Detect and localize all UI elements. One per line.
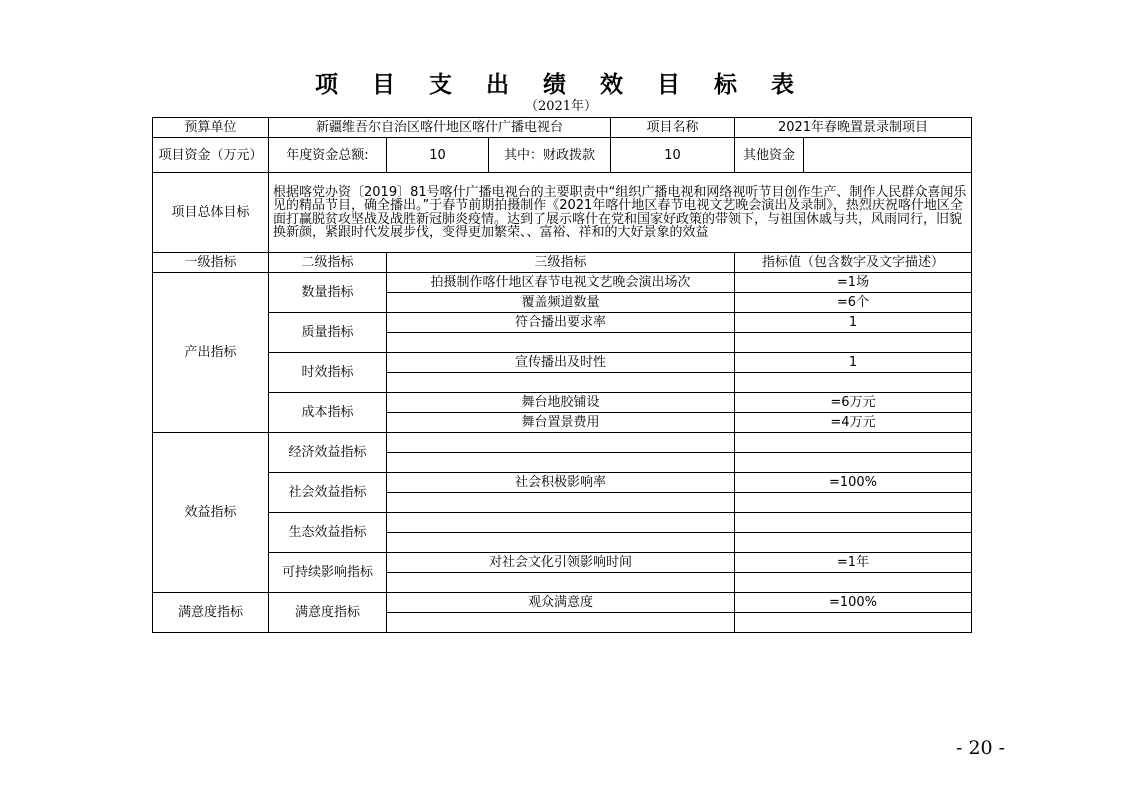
indicator-value <box>735 493 972 513</box>
level3-indicator: 符合播出要求率 <box>387 313 735 333</box>
project-name-value: 2021年春晚置景录制项目 <box>735 118 972 138</box>
goal-text: 根据喀党办资〔2019〕81号喀什广播电视台的主要职责中“组织广播电视和网络视听节目创作生产、制作人民群众喜闻乐见的精品节目，确全播出。”于春节前期拍摄制作《2021年喀什地区春节电视文艺晚会演出及录制》，热烈庆祝喀什地区全面打赢脱贫攻坚战及战胜新冠肺炎疫情。达到了展示喀什在党和国家好政策的带领下，与祖国休戚与共，风雨同行，旧貌换新颜，紧跟时代发展步伐，变得更加繁荣、、富裕、祥和的大好景象的效益 <box>269 173 972 253</box>
level3-indicator <box>387 513 735 533</box>
level3-indicator: 舞台置景费用 <box>387 413 735 433</box>
level2-indicator: 满意度指标 <box>269 593 387 633</box>
indicator-value <box>735 373 972 393</box>
level3-indicator: 对社会文化引领影响时间 <box>387 553 735 573</box>
level2-indicator: 可持续影响指标 <box>269 553 387 593</box>
funds-total-label: 年度资金总额: <box>269 138 387 173</box>
column-header-value: 指标值（包含数字及文字描述） <box>735 253 972 273</box>
funds-fiscal-value: 10 <box>611 138 735 173</box>
indicator-value: 1 <box>735 313 972 333</box>
indicator-value: =4万元 <box>735 413 972 433</box>
indicator-value <box>735 613 972 633</box>
indicator-row <box>153 513 972 533</box>
funds-other-value <box>804 138 972 173</box>
indicator-value: =6个 <box>735 293 972 313</box>
indicator-row <box>153 553 972 573</box>
level3-indicator <box>387 433 735 453</box>
project-name-label: 项目名称 <box>611 118 735 138</box>
page-number: - 20 - <box>956 737 1006 759</box>
level3-indicator: 拍摄制作喀什地区春节电视文艺晚会演出场次 <box>387 273 735 293</box>
level3-indicator <box>387 373 735 393</box>
indicator-value <box>735 533 972 553</box>
level3-indicator: 覆盖频道数量 <box>387 293 735 313</box>
column-header-level2: 二级指标 <box>269 253 387 273</box>
funds-label: 项目资金（万元） <box>153 138 269 173</box>
level2-indicator: 社会效益指标 <box>269 473 387 513</box>
level3-indicator: 宣传播出及时性 <box>387 353 735 373</box>
funds-fiscal-label: 其中：财政拨款 <box>489 138 611 173</box>
indicator-value: =1场 <box>735 273 972 293</box>
indicator-row <box>153 593 972 613</box>
level3-indicator <box>387 333 735 353</box>
level2-indicator: 生态效益指标 <box>269 513 387 553</box>
level2-indicator: 数量指标 <box>269 273 387 313</box>
level2-indicator: 时效指标 <box>269 353 387 393</box>
funds-other-label: 其他资金 <box>735 138 804 173</box>
level3-indicator: 舞台地胶铺设 <box>387 393 735 413</box>
indicator-value <box>735 453 972 473</box>
level2-indicator: 质量指标 <box>269 313 387 353</box>
indicator-value <box>735 433 972 453</box>
performance-target-table <box>152 117 972 633</box>
column-header-level3: 三级指标 <box>387 253 735 273</box>
budget-unit-value: 新疆维吾尔自治区喀什地区喀什广播电视台 <box>269 118 611 138</box>
indicator-row <box>153 313 972 333</box>
indicator-value <box>735 573 972 593</box>
year-subtitle: （2021年） <box>524 99 598 114</box>
level2-indicator: 经济效益指标 <box>269 433 387 473</box>
indicator-value: =6万元 <box>735 393 972 413</box>
goal-label: 项目总体目标 <box>153 173 269 253</box>
level3-indicator <box>387 453 735 473</box>
column-header-level1: 一级指标 <box>153 253 269 273</box>
indicator-value: =100% <box>735 593 972 613</box>
indicator-row <box>153 353 972 373</box>
level3-indicator <box>387 613 735 633</box>
level1-indicator: 产出指标 <box>153 273 269 433</box>
level3-indicator: 观众满意度 <box>387 593 735 613</box>
level3-indicator: 社会积极影响率 <box>387 473 735 493</box>
indicator-row <box>153 273 972 293</box>
level1-indicator: 满意度指标 <box>153 593 269 633</box>
level2-indicator: 成本指标 <box>269 393 387 433</box>
level3-indicator <box>387 493 735 513</box>
indicator-value: 1 <box>735 353 972 373</box>
indicator-value: =1年 <box>735 553 972 573</box>
level3-indicator <box>387 533 735 553</box>
indicator-value: =100% <box>735 473 972 493</box>
budget-unit-label: 预算单位 <box>153 118 269 138</box>
level1-indicator: 效益指标 <box>153 433 269 593</box>
indicator-row <box>153 433 972 453</box>
funds-total-value: 10 <box>387 138 489 173</box>
page-title: 项 目 支 出 绩 效 目 标 表 <box>314 72 808 98</box>
level3-indicator <box>387 573 735 593</box>
indicator-row <box>153 393 972 413</box>
indicator-value <box>735 513 972 533</box>
indicator-value <box>735 333 972 353</box>
indicator-row <box>153 473 972 493</box>
